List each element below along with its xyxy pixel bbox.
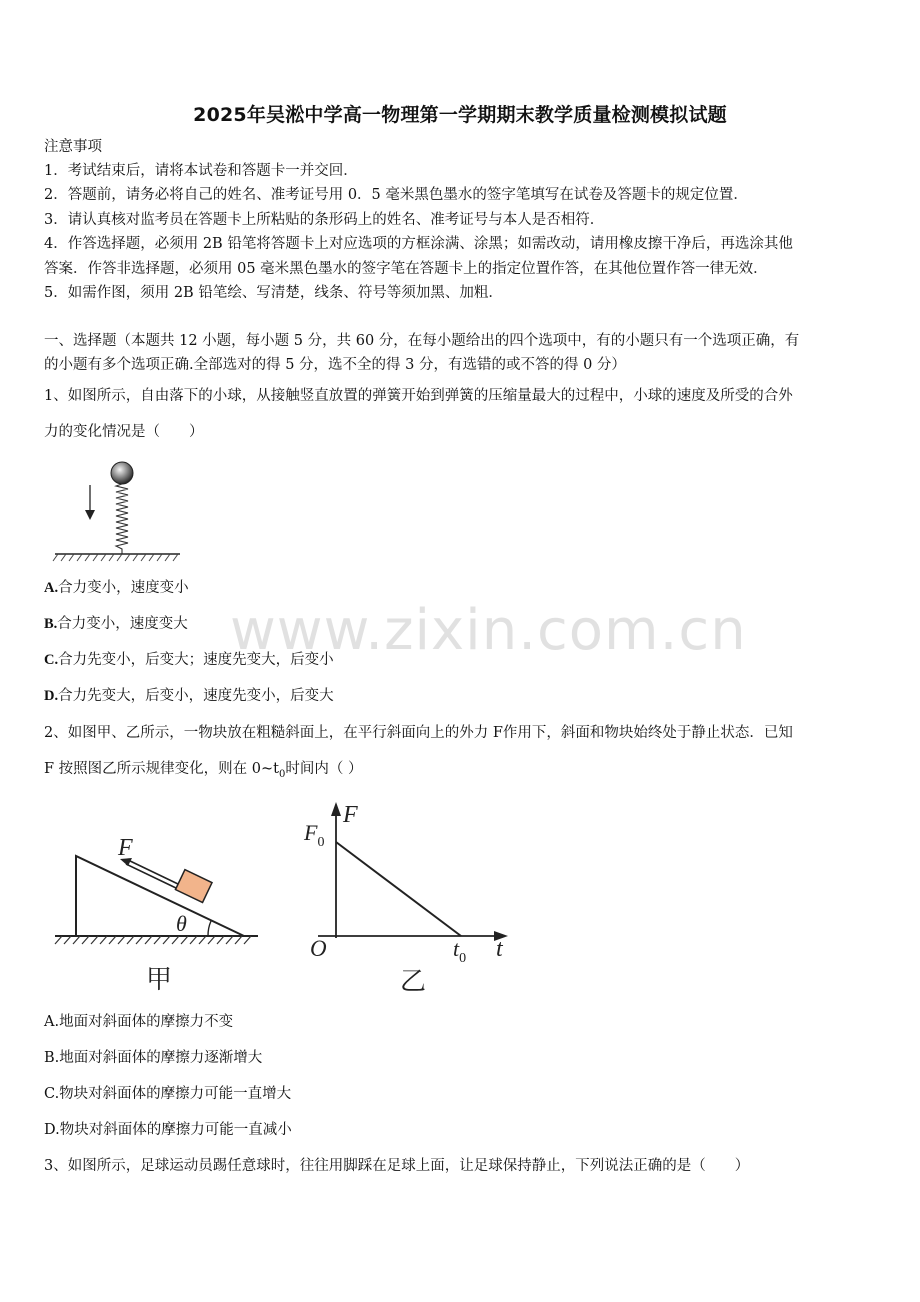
q2-stem-line2-post: 时间内（ ）	[285, 761, 363, 777]
x-tick-label	[453, 936, 466, 966]
spring-icon	[116, 484, 128, 554]
y-tick-sub: 0	[317, 835, 325, 850]
force-label: F	[118, 835, 133, 861]
section-header-line2: 的小题有多个选项正确.全部选对的得 5 分，选不全的得 3 分，有选错的或不答的得 0 分）	[44, 357, 626, 373]
incline-triangle	[76, 856, 244, 936]
notice-item-1: 1．考试结束后，请将本试卷和答题卡一并交回．	[44, 163, 358, 179]
spring-ball-figure	[50, 458, 185, 566]
q1-stem-line2: 力的变化情况是（ ）	[44, 424, 204, 440]
q2-stem-line1: 2、如图甲、乙所示，一物块放在粗糙斜面上，在平行斜面向上的外力 F作用下，斜面和物块始终处于静止状态．已知	[44, 725, 793, 741]
q1-option-b-text: 合力变小，速度变大	[57, 616, 188, 632]
watermark: www.zixin.com.cn	[230, 598, 747, 663]
notice-item-4: 4．作答选择题，必须用 2B 铅笔将答题卡上对应选项的方框涂满、涂黑；如需改动，请用橡皮擦干净后，再选涂其他	[44, 236, 793, 252]
y-tick-label	[303, 820, 324, 850]
force-line	[336, 842, 461, 936]
angle-arc	[208, 921, 211, 936]
ball-icon	[111, 462, 133, 484]
q3-stem-line1: 3、如图所示，足球运动员踢任意球时，往往用脚踩在足球上面，让足球保持静止，下列说法正确的是（ ）	[44, 1158, 750, 1174]
q1-option-d-text: 合力先变大，后变小，速度先变小，后变大	[58, 688, 334, 704]
force-time-graph	[298, 798, 513, 998]
q1-option-c-text: 合力先变小，后变大；速度先变大，后变小	[58, 652, 334, 668]
q2-option-a: A.地面对斜面体的摩擦力不变	[44, 1014, 234, 1030]
x-axis-label: t	[496, 936, 503, 962]
q1-option-a-text: 合力变小，速度变小	[58, 580, 189, 596]
q1-option-a-letter: A.	[44, 580, 59, 596]
angle-label: θ	[176, 911, 187, 936]
y-tick-main: F	[304, 820, 318, 845]
q1-option-b-letter: B.	[44, 616, 58, 632]
q2-option-d: D.物块对斜面体的摩擦力可能一直减小	[44, 1122, 292, 1138]
q2-option-c: C.物块对斜面体的摩擦力可能一直增大	[44, 1086, 292, 1102]
x-tick-sub: 0	[459, 951, 467, 966]
q1-option-a	[44, 578, 189, 598]
incline-figure	[50, 828, 265, 998]
origin-label: O	[310, 936, 327, 961]
q2-stem-line2-pre: F 按照图乙所示规律变化，则在 0~t	[44, 761, 279, 777]
q1-option-b	[44, 614, 188, 634]
figure-yi-caption: 乙	[400, 967, 427, 996]
notice-item-3: 3．请认真核对监考员在答题卡上所粘贴的条形码上的姓名、准考证号与本人是否相符．	[44, 212, 605, 228]
figure-jia-caption: 甲	[146, 965, 173, 994]
block-icon	[175, 870, 212, 903]
q2-stem-line2-sub: 0	[278, 768, 286, 780]
notice-item-5: 5．如需作图，须用 2B 铅笔绘、写清楚，线条、符号等须加黑、加粗．	[44, 285, 503, 301]
x-tick-main: t	[453, 936, 460, 961]
y-axis-label: F	[343, 802, 358, 828]
q1-option-d	[44, 686, 334, 706]
q1-option-c-letter: C.	[44, 652, 59, 668]
section-header-line1: 一、选择题（本题共 12 小题，每小题 5 分，共 60 分，在每小题给出的四个选项中，有的小题只有一个选项正确，有	[44, 333, 800, 349]
notice-heading: 注意事项	[44, 139, 102, 155]
notice-item-2: 2．答题前，请务必将自己的姓名、准考证号用 0．5 毫米黑色墨水的签字笔填写在试卷及答题卡的规定位置．	[44, 187, 748, 203]
q1-option-d-letter: D.	[44, 688, 59, 704]
q2-stem-line2	[44, 759, 362, 785]
page-title: 2025年吴淞中学高一物理第一学期期末教学质量检测模拟试题	[193, 104, 727, 126]
incline-ground-hatch	[55, 936, 251, 944]
q1-stem-line1: 1、如图所示，自由落下的小球，从接触竖直放置的弹簧开始到弹簧的压缩量最大的过程中，小球的速度及所受的合外	[44, 388, 793, 404]
ground-hatch	[53, 554, 178, 561]
q2-option-b: B.地面对斜面体的摩擦力逐渐增大	[44, 1050, 263, 1066]
notice-item-4-cont: 答案．作答非选择题，必须用 05 毫米黑色墨水的签字笔在答题卡上的指定位置作答，在其他位置作答一律无效．	[44, 261, 768, 277]
